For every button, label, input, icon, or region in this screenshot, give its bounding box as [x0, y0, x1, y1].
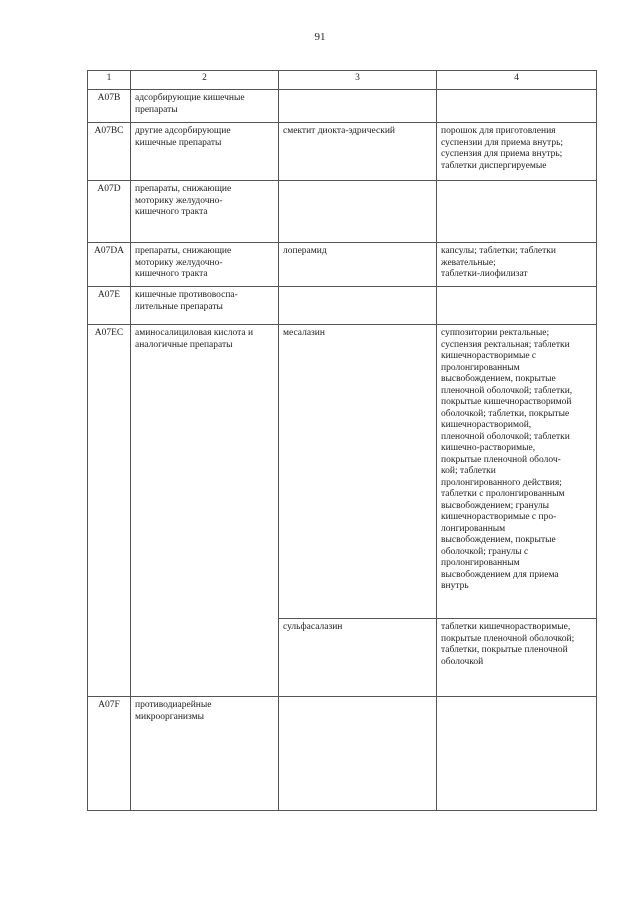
- dosage-forms-cell: [437, 90, 597, 123]
- table-row: [88, 181, 597, 243]
- atc-code-cell: A07BC: [88, 123, 131, 181]
- atc-code-cell: A07D: [88, 181, 131, 243]
- dosage-forms-cell: суппозитории ректальные; суспензия ректальная; таблетки кишечнорастворимые с пролонгированным высвобождением, покрытые пленочной оболочкой; таблетки, покрытые кишечнорастворимой оболочкой; таблетки, покрытые кишечнорастворимой, пленочной оболочкой; таблетки кишечно-растворимые, покрытые пленочной оболоч- кой; таблетки пролонгированного действия; таблетки с пролонгированным высвобождением; гранулы кишечнорастворимые с про- лонгированным высвобождением, покрытые оболочкой; гранулы с пролонгированным высвобождением для приема внутрь: [437, 325, 597, 619]
- group-cell: адсорбирующие кишечные препараты: [131, 90, 279, 123]
- substance-cell: [279, 287, 437, 325]
- atc-code-cell: A07EC: [88, 325, 131, 697]
- group-cell: другие адсорбирующие кишечные препараты: [131, 123, 279, 181]
- substance-cell: [279, 90, 437, 123]
- substance-cell: [279, 697, 437, 811]
- dosage-forms-cell: порошок для приготовления суспензии для приема внутрь; суспензия для приема внутрь; таблетки диспергируемые: [437, 123, 597, 181]
- dosage-forms-cell: [437, 697, 597, 811]
- substance-cell: месалазин: [279, 325, 437, 619]
- table-row: [88, 287, 597, 325]
- group-cell: кишечные противовоспа- лительные препараты: [131, 287, 279, 325]
- group-cell: противодиарейные микроорганизмы: [131, 697, 279, 811]
- atc-code-cell: A07E: [88, 287, 131, 325]
- dosage-forms-cell: [437, 287, 597, 325]
- substance-cell: лоперамид: [279, 243, 437, 287]
- column-header: 4: [437, 71, 597, 90]
- medication-table: [87, 70, 597, 811]
- substance-cell: смектит диокта-эдрический: [279, 123, 437, 181]
- dosage-forms-cell: капсулы; таблетки; таблетки жевательные; таблетки-лиофилизат: [437, 243, 597, 287]
- table-row: [88, 697, 597, 811]
- group-cell: аминосалициловая кислота и аналогичные препараты: [131, 325, 279, 697]
- atc-code-cell: A07B: [88, 90, 131, 123]
- table-row: [88, 90, 597, 123]
- table-header-row: [88, 71, 597, 90]
- substance-cell: [279, 181, 437, 243]
- atc-code-cell: A07F: [88, 697, 131, 811]
- column-header: 3: [279, 71, 437, 90]
- atc-code-cell: A07DA: [88, 243, 131, 287]
- column-header: 1: [88, 71, 131, 90]
- column-header: 2: [131, 71, 279, 90]
- table-row: [88, 123, 597, 181]
- dosage-forms-cell: [437, 181, 597, 243]
- group-cell: препараты, снижающие моторику желудочно- кишечного тракта: [131, 243, 279, 287]
- substance-cell: сульфасалазин: [279, 619, 437, 697]
- table-row: [88, 325, 597, 619]
- group-cell: препараты, снижающие моторику желудочно- кишечного тракта: [131, 181, 279, 243]
- dosage-forms-cell: таблетки кишечнорастворимые, покрытые пленочной оболочкой; таблетки, покрытые пленочной оболочкой: [437, 619, 597, 697]
- table-row: [88, 243, 597, 287]
- page-number: 91: [314, 31, 326, 43]
